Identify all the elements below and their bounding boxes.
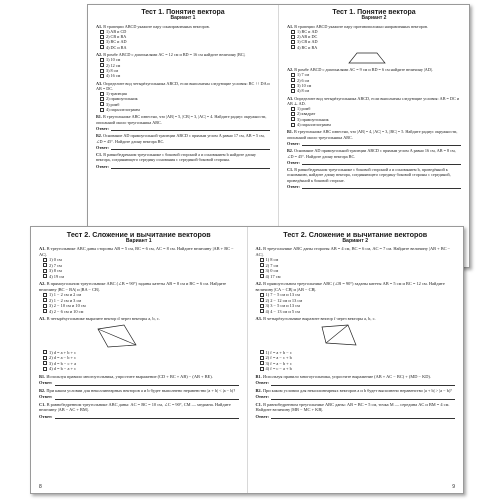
checkbox[interactable]: [260, 361, 264, 365]
checkbox[interactable]: [100, 45, 104, 49]
answer-field[interactable]: Ответ:: [287, 160, 461, 165]
variant-heading: Вариант 2: [342, 237, 369, 244]
option[interactable]: 1) AB и CD: [100, 29, 270, 34]
option-list: [96, 29, 270, 50]
task-a1: А1. В треугольнике ABC даны стороны AB = 5 см, BC = 6 см, AC = 8 см. Найдите величину |AB + BC − AC|. 1) 0 см 2) 7 см 3) 8 см 4) 19 см: [39, 246, 239, 279]
task-c1: С1. В равнобедренном треугольнике ABC даны: AC = BC = 10 см, ∠C = 90°, CM — медиана. Найдите величину |AB − AC + BM|. Ответ:: [39, 402, 239, 420]
answer-field[interactable]: Ответ:: [287, 141, 461, 146]
option[interactable]: 2) 7 см: [43, 263, 239, 269]
checkbox[interactable]: [260, 269, 264, 273]
task-a3: А3. В четырёхугольнике выразите вектор d через векторы a, b, c. 1) d = a + b + c 2) d = a − b + c 3) d = b − c + a 4) d = b − a + c: [39, 316, 239, 372]
checkbox[interactable]: [43, 309, 47, 313]
checkbox[interactable]: [291, 73, 295, 77]
checkbox[interactable]: [43, 298, 47, 302]
task-a1: А1. В трапеции ABCD укажите пару противоположно направленных векторов. 1) BC и AD 2) AB и DC 3) CB и AD 4) BC и BA: [287, 24, 461, 50]
option[interactable]: 3) f = a − b + c: [260, 361, 456, 367]
option-list: [256, 292, 456, 314]
task-a2: А2. В ромбе ABCD с диагоналями AC = 12 см и BD = 16 см найдите величину |BC|. 1) 10 см 2) 12 см 3) 8 см 4) 16 см: [96, 52, 270, 78]
option[interactable]: 2) d = a − b + c: [43, 355, 239, 361]
option[interactable]: 2) квадрат: [291, 111, 461, 116]
option[interactable]: 1) ромб: [291, 106, 461, 111]
task-b1: В1. В треугольнике ABC известно, что |AB| = 5, |CB| = 3, |AC| = 4. Найдите радиус окружности, описанной около треугольника ABC. Ответ:: [96, 114, 270, 131]
task-c1: С1. В равнобедренном треугольнике ABC даны: AB = BC = 5 см, точка M — середина AC и BM = 4 см. Найдите величину |MB − MC + KB|. Ответ:: [256, 402, 456, 420]
checkbox[interactable]: [260, 367, 264, 371]
checkbox[interactable]: [100, 74, 104, 78]
option[interactable]: 1) 1 − 2 см и 2 см: [43, 292, 239, 298]
option[interactable]: 2) прямоугольник: [100, 96, 270, 101]
checkbox[interactable]: [43, 367, 47, 371]
task-b2: В2. При каком условии для неколлинеарных векторов a и b будет выполнено неравенство |a + b| < |a − b|? Ответ:: [39, 388, 239, 400]
variant-heading: Вариант 2: [361, 15, 387, 22]
checkbox[interactable]: [43, 274, 47, 278]
checkbox[interactable]: [43, 263, 47, 267]
answer-field[interactable]: Ответ:: [39, 414, 239, 420]
checkbox[interactable]: [100, 63, 104, 67]
variant-heading: Вариант 1: [170, 15, 196, 22]
option[interactable]: 4) 16 см: [100, 73, 270, 78]
option[interactable]: 1) BC и AD: [291, 29, 461, 34]
option[interactable]: 2) f = a − c + b: [260, 355, 456, 361]
option[interactable]: 3) CB и AD: [291, 39, 461, 44]
option[interactable]: 1) 7 − 5 см и 13 см: [260, 292, 456, 298]
checkbox[interactable]: [260, 258, 264, 262]
option-list: [39, 350, 239, 372]
option[interactable]: 4) параллелограмм: [291, 122, 461, 127]
checkbox[interactable]: [260, 356, 264, 360]
checkbox[interactable]: [260, 263, 264, 267]
page-title: Тест 1. Понятие вектора: [332, 9, 416, 16]
option[interactable]: 3) ромб: [100, 102, 270, 107]
checkbox[interactable]: [291, 30, 295, 34]
checkbox[interactable]: [291, 84, 295, 88]
quadrilateral-vectors-figure: [316, 323, 360, 349]
answer-field[interactable]: Ответ:: [39, 380, 239, 386]
option[interactable]: 4) 4 − 13 см и 5 см: [260, 309, 456, 315]
option[interactable]: 3) 8 см: [100, 68, 270, 73]
task-a1: А1. В треугольнике ABC даны стороны AB = 4 см, BC = 6 см, AC = 7 см. Найдите величину |AB + BC − AC|. 1) 8 см 2) 7 см 3) 0 см 4) 17 см: [256, 246, 456, 279]
checkbox[interactable]: [100, 92, 104, 96]
option[interactable]: 3) 10 см: [291, 83, 461, 88]
answer-field[interactable]: Ответ:: [96, 145, 270, 150]
checkbox[interactable]: [260, 293, 264, 297]
page-number: 9: [452, 483, 455, 490]
option[interactable]: 2) 6 см: [291, 78, 461, 83]
page-title: Тест 2. Сложение и вычитание векторов: [66, 230, 211, 239]
page-8: [31, 227, 247, 493]
option[interactable]: 4) f = c − a + b: [260, 366, 456, 372]
answer-field[interactable]: Ответ:: [39, 394, 239, 400]
option[interactable]: 4) DC и BA: [100, 45, 270, 50]
option-list: [287, 29, 461, 50]
checkbox[interactable]: [43, 350, 47, 354]
option[interactable]: 2) CB и BA: [100, 34, 270, 39]
option[interactable]: 1) 10 см: [100, 57, 270, 62]
option[interactable]: 3) 8 см: [43, 268, 239, 274]
option-list: [256, 350, 456, 372]
option-list: [287, 106, 461, 127]
checkbox[interactable]: [43, 356, 47, 360]
checkbox[interactable]: [43, 304, 47, 308]
checkbox[interactable]: [43, 269, 47, 273]
checkbox[interactable]: [100, 40, 104, 44]
checkbox[interactable]: [291, 89, 295, 93]
answer-field[interactable]: Ответ:: [256, 414, 456, 420]
option[interactable]: 3) BC и AD: [100, 39, 270, 44]
option[interactable]: 1) 0 см: [43, 257, 239, 263]
option[interactable]: 3) прямоугольник: [291, 117, 461, 122]
checkbox[interactable]: [43, 293, 47, 297]
task-a3: А3. Определите вид четырёхугольника ABCD, если выполнены следующие условия: BC ↑↑ DA и AB = DC. 1) трапеция 2) прямоугольник 3) ромб 4) параллелограмм: [96, 80, 270, 113]
task-b2: В2. Основание AD прямоугольной трапеции ABCD с прямым углом A равно 16 см, AB = 8 см, ∠D = 45°. Найдите длину вектора BC. Ответ:: [287, 148, 461, 165]
answer-field[interactable]: Ответ:: [287, 184, 461, 189]
checkbox[interactable]: [260, 304, 264, 308]
option-list: [96, 57, 270, 78]
task-a3: А3. В четырёхугольнике выразите вектор f через векторы a, b, c. 1) f = a + b − c 2) f = a − c + b 3) f = a − b + c 4) f = c − a + b: [256, 316, 456, 372]
checkbox[interactable]: [291, 35, 295, 39]
task-b2: В2. При каком условии для неколлинеарных векторов a и b будет выполнено неравенство |a + b| > |a − b|? Ответ:: [256, 388, 456, 400]
option[interactable]: 3) 0 см: [260, 268, 456, 274]
option[interactable]: 3) 2 − 10 см и 10 см: [43, 303, 239, 309]
checkbox[interactable]: [260, 298, 264, 302]
task-a2: А2. В ромбе ABCD с диагоналями AC = 9 см и BD = 6 см найдите величину |AD|. 1) 7 см 2) 6 см 3) 10 см 4) 8 см: [287, 67, 461, 93]
checkbox[interactable]: [100, 35, 104, 39]
checkbox[interactable]: [291, 123, 295, 127]
task-c1: С1. В равнобедренном треугольнике с боковой стороной a и основанием b, проведённой к основанию, найдите длину вектора, соединяющего середину боковой стороны с серединой, проведённой к боковой стороне. Ответ:: [287, 167, 461, 189]
checkbox[interactable]: [43, 361, 47, 365]
option[interactable]: 2) 7 см: [260, 263, 456, 269]
option[interactable]: 1) 8 см: [260, 257, 456, 263]
option[interactable]: 3) d = b − c + a: [43, 361, 239, 367]
option[interactable]: 4) 8 см: [291, 88, 461, 93]
checkbox[interactable]: [100, 97, 104, 101]
checkbox[interactable]: [291, 112, 295, 116]
option[interactable]: 2) AB и DC: [291, 34, 461, 39]
option[interactable]: 1) d = a + b + c: [43, 350, 239, 356]
task-b1: В1. Используя правило многоугольника, упростите выражение (AB + AC − BC) + (MD − KD). Ответ:: [256, 374, 456, 386]
page-9: [247, 227, 464, 493]
page-number: 8: [39, 483, 42, 490]
checkbox[interactable]: [291, 78, 295, 82]
option-list: [39, 292, 239, 314]
task-a1: А1. В трапеции ABCD укажите пару сонаправленных векторов. 1) AB и CD 2) CB и BA 3) BC и AD 4) DC и BA: [96, 24, 270, 50]
option[interactable]: 1) 7 см: [291, 72, 461, 77]
option[interactable]: 1) трапеция: [100, 91, 270, 96]
option[interactable]: 4) BC и BA: [291, 45, 461, 50]
quadrilateral-vectors-figure: [94, 323, 140, 349]
task-a2: А2. В прямоугольном треугольнике ABC (∠B = 90°) заданы катеты AB = 5 см и BC = 12 см. Найдите величину |CA − CB| и |AB − CB|. 1) 7 − 5 см и 13 см 2) 2 − 12 см и 13 см 3) 3 − 5 см и 13 см 4) 4 − 13 см и 5 см: [256, 281, 456, 314]
checkbox[interactable]: [291, 107, 295, 111]
task-b2: В2. Основание AD прямоугольной трапеции ABCD с прямым углом A равно 17 см, AB = 5 см, ∠D = 45°. Найдите длину вектора BC. Ответ:: [96, 133, 270, 150]
option[interactable]: 4) 2 − 6 см и 10 см: [43, 309, 239, 315]
checkbox[interactable]: [260, 274, 264, 278]
trapezoid-figure: [347, 51, 387, 65]
page-title: Тест 1. Понятие вектора: [141, 9, 225, 16]
checkbox[interactable]: [291, 117, 295, 121]
option-list: [287, 72, 461, 93]
answer-field[interactable]: Ответ:: [256, 394, 456, 400]
option[interactable]: 2) 2 − 12 см и 13 см: [260, 298, 456, 304]
answer-field[interactable]: Ответ:: [256, 380, 456, 386]
checkbox[interactable]: [260, 350, 264, 354]
option-list: [96, 91, 270, 112]
task-b1: В1. Используя правило многоугольника, упростите выражение (CD + BC + AB) − (AB + BE). Ответ:: [39, 374, 239, 386]
checkbox[interactable]: [100, 58, 104, 62]
option[interactable]: 3) 3 − 5 см и 13 см: [260, 303, 456, 309]
checkbox[interactable]: [100, 30, 104, 34]
option[interactable]: 4) d = b − a + c: [43, 366, 239, 372]
checkbox[interactable]: [100, 69, 104, 73]
answer-field[interactable]: Ответ:: [96, 126, 270, 131]
option[interactable]: 2) 12 см: [100, 63, 270, 68]
answer-field[interactable]: Ответ:: [96, 164, 270, 169]
checkbox[interactable]: [291, 40, 295, 44]
option[interactable]: 1) f = a + b − c: [260, 350, 456, 356]
variant-heading: Вариант 1: [125, 237, 152, 244]
book-spread-test-2: [30, 226, 464, 494]
checkbox[interactable]: [291, 45, 295, 49]
checkbox[interactable]: [260, 309, 264, 313]
checkbox[interactable]: [100, 108, 104, 112]
option-list: [256, 257, 456, 279]
option[interactable]: 4) 19 см: [43, 274, 239, 280]
checkbox[interactable]: [100, 102, 104, 106]
task-c1: С1. В равнобедренном треугольнике с боковой стороной a и основанием b найдите длину вектора, соединяющего середину основания с серединой боковой стороны. Ответ:: [96, 152, 270, 169]
option[interactable]: 2) 1 − 2 см и 3 см: [43, 298, 239, 304]
option[interactable]: 4) параллелограмм: [100, 107, 270, 112]
option[interactable]: 4) 17 см: [260, 274, 456, 280]
page-title: Тест 2. Сложение и вычитание векторов: [283, 230, 428, 239]
task-b1: В1. В треугольнике ABC известно, что |AB| = 4, |AC| = 3, |BC| = 5. Найдите радиус окружности, описанной около треугольника ABC. Ответ:: [287, 129, 461, 146]
option-list: [39, 257, 239, 279]
task-a2: А2. В прямоугольном треугольнике ABC (∠B = 90°) заданы катеты AB = 8 см и BC = 6 см. Найдите величину |BC − BA| и |BA − CB|. 1) 1 − 2 см и 2 см 2) 1 − 2 см и 3 см 3) 2 − 10 см и 10 см 4) 2 − 6 см и 10 см: [39, 281, 239, 314]
task-a3: А3. Определите вид четырёхугольника ABCD, если выполнены следующие условия: AB = DC и AB ⊥ AD. 1) ромб 2) квадрат 3) прямоугольник 4) параллелограмм: [287, 95, 460, 128]
checkbox[interactable]: [43, 258, 47, 262]
